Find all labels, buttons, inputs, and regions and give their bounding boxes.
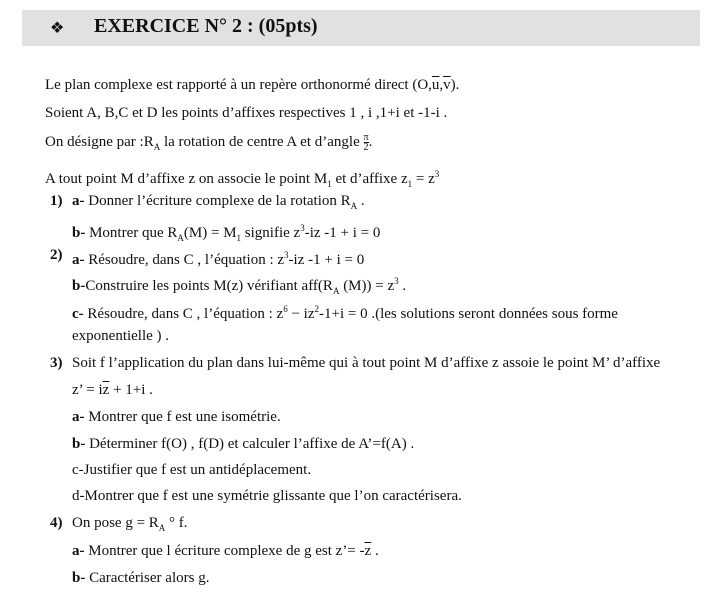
intro-line-3: On désigne par $:R_A$ la rotation de centre A et d’angle $\frac{\pi}{2}$ .	[45, 132, 373, 154]
question-3b: b- Déterminer f(O) , f(D) et calculer l’affixe de A’=f(A) .	[72, 436, 415, 452]
intro-line-2: Soient A, B,C et D les points d’affixes respectives 1 , i ,1+i et -1-i .	[45, 105, 448, 121]
question-3a: a- Montrer que f est une isométrie.	[72, 409, 281, 425]
question-1-number: 1)	[50, 193, 63, 209]
question-3-number: 3)	[50, 355, 63, 371]
question-2-number: 2)	[50, 247, 63, 263]
intro-line-1: Le plan complexe est rapporté à un repère orthonormé direct $(O,\overline{u},\overline{v})$.	[45, 77, 460, 93]
question-4-statement: On pose $g = R_A$ ° f.	[72, 515, 188, 533]
question-3c: c-Justifier que f est un antidéplacement.	[72, 462, 312, 478]
question-2c: c- Résoudre, dans C , l’équation : $z^6 - iz^2-1+i = 0$ .(les solutions seront données sous forme	[72, 304, 618, 322]
exercise-title: EXERCICE N° 2 : (05pts)	[94, 15, 318, 37]
exercise-header	[22, 10, 700, 46]
question-3-formula: z’ = $i\overline{z} + 1+i$ .	[72, 382, 153, 398]
question-2b: b-Construire les points M(z) vérifiant $aff(R_A$ $(M)) = z^3$ .	[72, 276, 407, 296]
question-1a: a- Donner l’écriture complexe de la rotation $R_A$ .	[72, 193, 365, 211]
question-4-number: 4)	[50, 515, 63, 531]
question-3-statement: Soit f l’application du plan dans lui-même qui à tout point M d’affixe z assoie le point M’ d’affixe	[72, 355, 661, 371]
question-4b: b- Caractériser alors g.	[72, 570, 210, 586]
question-3d: d-Montrer que f est une symétrie glissante que l’on caractérisera.	[72, 488, 462, 504]
question-2a: a- Résoudre, dans C , l’équation : $z^3-iz$ -1 + i = 0	[72, 250, 365, 268]
question-4a: a- Montrer que l écriture complexe de g est z’= $-\overline{z}$ .	[72, 543, 379, 559]
question-2c-continued: exponentielle ) .	[72, 328, 170, 344]
question-1b: b- Montrer que $R_A(M) = M_1$ signifie $z^3-iz$ -1 + i = 0	[72, 223, 381, 243]
diamond-bullet-icon: ❖	[50, 20, 65, 37]
intro-line-4: A tout point M d’affixe z on associe le point $M_1$ et d’affixe $z_1 = z^3$	[45, 169, 440, 189]
